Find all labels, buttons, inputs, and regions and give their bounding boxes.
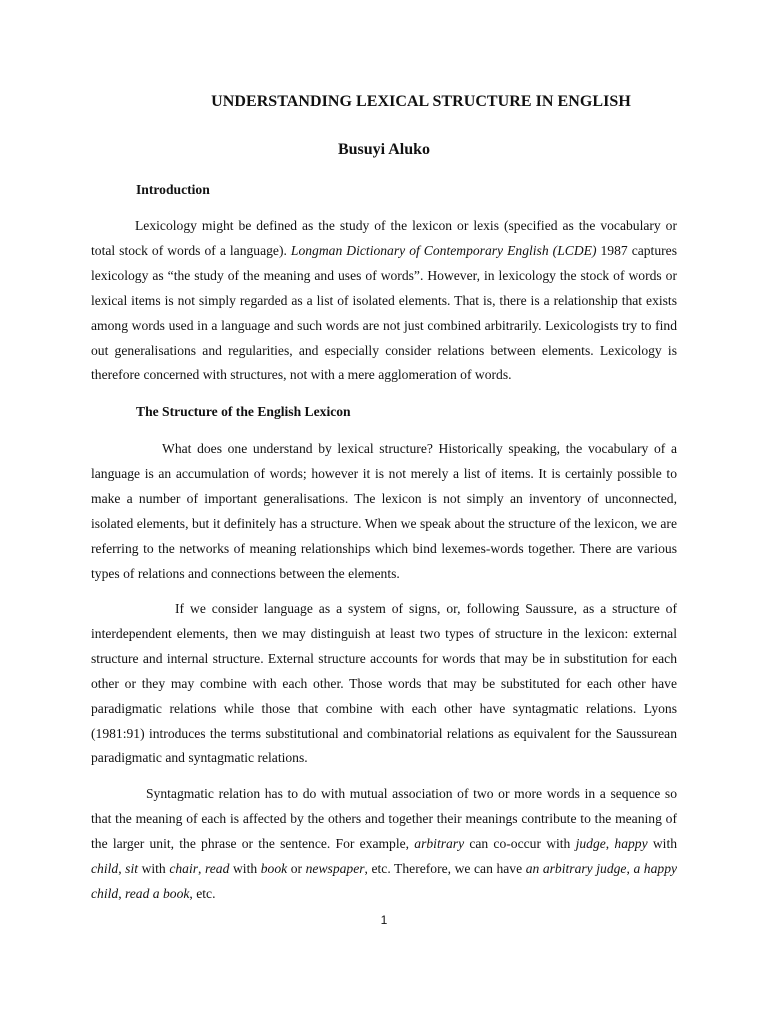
document-title: UNDERSTANDING LEXICAL STRUCTURE IN ENGLISH — [211, 93, 631, 110]
italic-run: arbitrary — [414, 835, 465, 851]
italic-run: chair — [169, 860, 199, 876]
author-name: Busuyi Aluko — [337, 141, 431, 158]
italic-run: read a book — [124, 885, 190, 901]
text-run: with — [229, 860, 261, 876]
section-heading-introduction: Introduction — [136, 182, 210, 197]
italic-run: read — [204, 860, 230, 876]
italic-run: judge — [575, 835, 606, 851]
structure-paragraph-2: If we consider language as a system of signs, or, following Saussure, as a structure of interdependent elements, then we may distinguish at least two types of structure in the lexicon: external structure and internal structure. External structure accounts for words that may be in substitution for each other or they may combine with each other. Those words that may be substituted for each other have paradigmatic relations while those that combine with each other have syntagmatic relations. Lyons (1981:91) introduces the terms substitutional and combinatorial relations as equivalent for the Saussurean paradigmatic and syntagmatic relations. — [91, 601, 677, 766]
text-run: , — [118, 860, 126, 876]
text-run: Lexicology might be defined as the study of the lexicon or lexis (specified as the vocabulary or total stock of words of a language). — [91, 218, 677, 258]
italic-run: child — [91, 860, 119, 876]
italic-run: an arbitrary judge — [525, 860, 627, 876]
italic-run: newspaper — [305, 860, 365, 876]
text-run: , — [118, 885, 125, 901]
text-run: , etc. — [189, 885, 216, 901]
text-run: , — [626, 860, 634, 876]
text-run: , — [198, 860, 205, 876]
syntagmatic-paragraph — [91, 782, 677, 907]
italic-run: Longman Dictionary of Contemporary English (LCDE) — [290, 242, 597, 258]
text-run: with — [138, 860, 170, 876]
section-heading-structure: The Structure of the English Lexicon — [136, 404, 351, 419]
structure-paragraph-1: What does one understand by lexical structure? Historically speaking, the vocabulary of a language is an accumulation of words; however it is not merely a list of items. It is certainly possible to make a number of important generalisations. The lexicon is not simply an inventory of unconnected, isolated elements, but it definitely has a structure. When we speak about the structure of the lexicon, we are referring to the networks of meaning relationships which bind lexemes-words together. There are various types of relations and connections between the elements. — [91, 441, 677, 581]
italic-run: a happy child — [91, 860, 678, 901]
text-run: or — [287, 860, 306, 876]
page-number: 1 — [380, 913, 388, 927]
text-run: Syntagmatic relation has to do with mutual association of two or more words in a sequence so that the meaning of each is affected by the others and together their meanings contribute to the meaning of the larger unit, the phrase or the sentence. For example, — [91, 786, 677, 851]
text-run: with — [647, 835, 678, 851]
text-run: 1987 captures lexicology as “the study of the meaning and uses of words”. However, in lexicology the stock of words or lexical items is not simply regarded as a list of isolated elements. That is, there is a relationship that exists among words used in a language and such words are not just combined arbitrarily. Lexicologists try to find out generalisations and regularities, and especially consider relations between elements. Lexicology is therefore concerned with structures, not with a mere agglomeration of words. — [91, 242, 677, 383]
italic-run: book — [260, 860, 288, 876]
italic-run: sit — [125, 860, 138, 876]
text-run: , — [605, 835, 615, 851]
intro-paragraph — [91, 214, 677, 388]
text-run: , etc. Therefore, we can have — [364, 860, 526, 876]
text-run: can co-occur with — [464, 835, 576, 851]
italic-run: happy — [614, 835, 648, 851]
